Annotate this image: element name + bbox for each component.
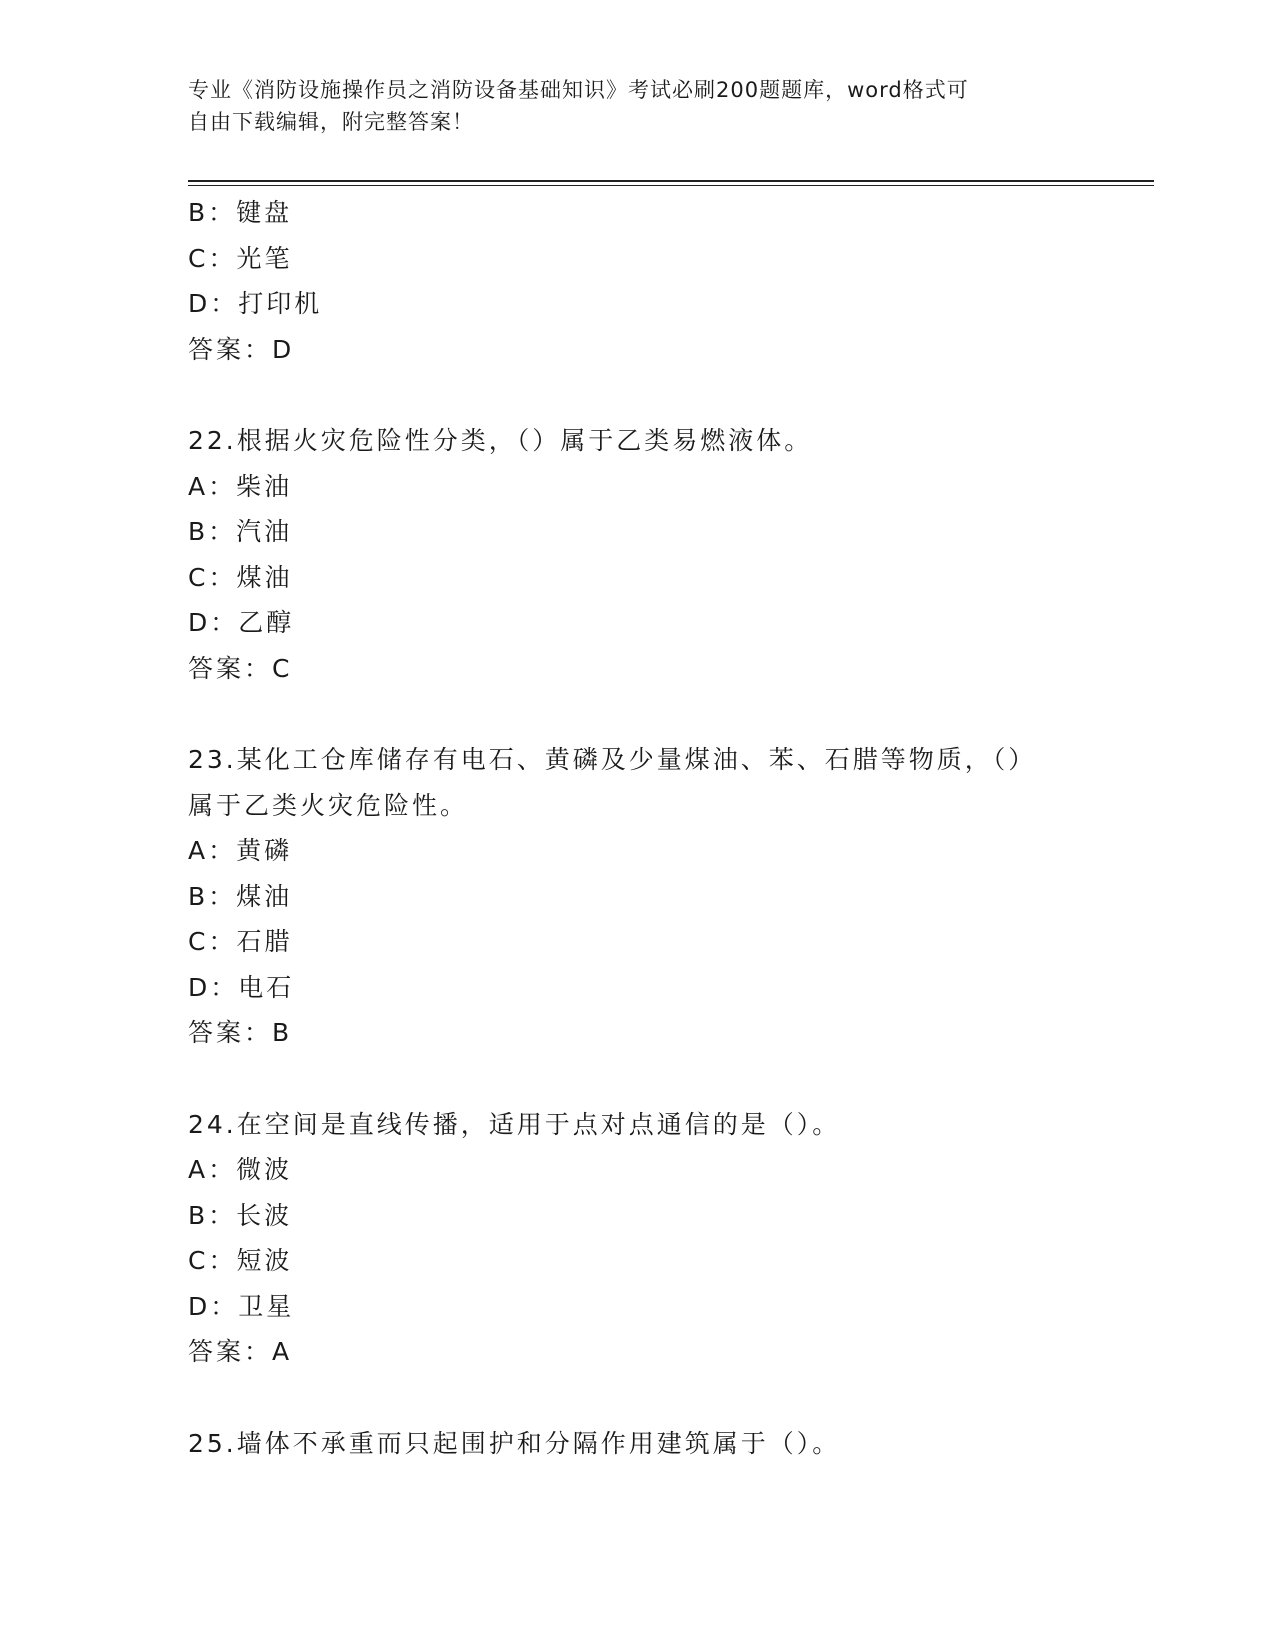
option: C：石腊 <box>188 927 293 956</box>
question-stem: 属于乙类火灾危险性。 <box>188 790 469 820</box>
page-header <box>188 74 1088 138</box>
option: B：长波 <box>188 1200 293 1230</box>
question-block-25 <box>188 1421 1088 1467</box>
question-stem: 23.某化工仓库储存有电石、黄磷及少量煤油、苯、石腊等物质，（） <box>188 745 1037 774</box>
question-stem: 22.根据火灾危险性分类，（）属于乙类易燃液体。 <box>188 426 813 455</box>
header-divider-thin <box>188 185 1154 186</box>
option: A：微波 <box>188 1155 293 1184</box>
option: C：光笔 <box>188 243 293 273</box>
header-line-1: 专业《消防设施操作员之消防设备基础知识》考试必刷200题题库，word格式可 <box>188 78 969 102</box>
answer: 答案：C <box>188 653 293 683</box>
option: A：黄磷 <box>188 836 293 865</box>
header-divider-thick <box>188 180 1154 182</box>
option: D：电石 <box>188 972 295 1002</box>
option: B：汽油 <box>188 517 293 546</box>
header-line-2: 自由下载编辑，附完整答案！ <box>188 110 474 134</box>
question-stem: 25.墙体不承重而只起围护和分隔作用建筑属于（）。 <box>188 1428 841 1458</box>
option: A：柴油 <box>188 471 293 501</box>
option: D：打印机 <box>188 289 323 318</box>
answer: 答案：D <box>188 334 295 364</box>
question-stem: 24.在空间是直线传播，适用于点对点通信的是（）。 <box>188 1109 841 1139</box>
question-block-23 <box>188 737 1088 1056</box>
answer: 答案：B <box>188 1018 293 1047</box>
question-list <box>188 190 1088 1466</box>
question-block-24 <box>188 1102 1088 1375</box>
question-block-21-continued <box>188 190 1088 372</box>
question-block-22 <box>188 418 1088 691</box>
option: B：键盘 <box>188 198 293 227</box>
option: D：乙醇 <box>188 608 295 637</box>
option: D：卫星 <box>188 1291 295 1321</box>
option: C：煤油 <box>188 562 293 592</box>
option: B：煤油 <box>188 881 293 911</box>
answer: 答案：A <box>188 1337 293 1366</box>
option: C：短波 <box>188 1246 293 1275</box>
